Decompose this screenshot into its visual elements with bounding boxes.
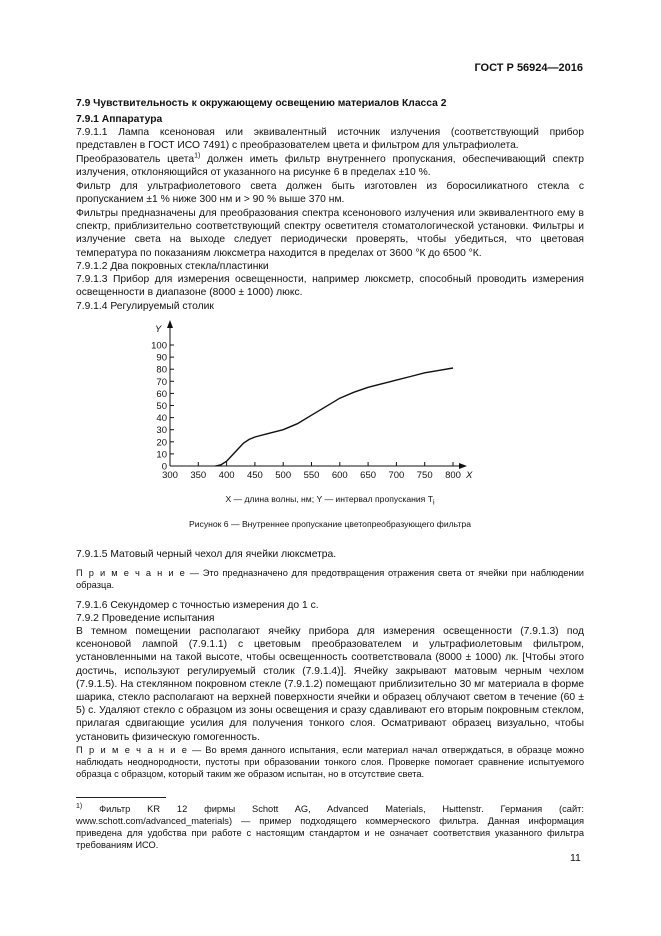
paragraph-7-9-1-5: 7.9.1.5 Матовый черный чехол для ячейки люксметра. bbox=[76, 549, 337, 560]
y-tick-label: 0 bbox=[161, 461, 167, 473]
paragraph-7-9-1-6: 7.9.1.6 Секундомер с точностью измерения до 1 с. bbox=[76, 600, 319, 611]
y-tick-label: 90 bbox=[156, 352, 167, 364]
chart-ticks bbox=[151, 341, 461, 482]
x-tick-label: 400 bbox=[218, 470, 235, 481]
y-tick-label: 20 bbox=[156, 437, 167, 449]
x-tick-label: 450 bbox=[246, 470, 263, 481]
figure-legend-text: X — длина волны, нм; Y — интервал пропускания T bbox=[225, 494, 433, 504]
note-text: — Это предназначено для предотвращения отражения света от ячейки при наблюдении образца. bbox=[76, 568, 584, 590]
y-axis-arrow bbox=[167, 320, 173, 328]
x-tick-label: 750 bbox=[416, 470, 433, 481]
x-tick-label: 700 bbox=[388, 470, 405, 481]
y-tick-label: 60 bbox=[156, 388, 167, 400]
y-tick-label: 40 bbox=[156, 413, 167, 425]
footnote-text: Фильтр KR 12 фирмы Schott AG, Advanced Materials, Hыttenstr. Германия (сайт: www.schott.com/advanced_materials) — пример подходящего коммерческого фильтра. Данная информация приведена для удобства при работе с настоящим стандартом и не означает соответствия указанного фильтра требованиям ИСО. bbox=[76, 804, 584, 850]
transmission-curve bbox=[215, 368, 453, 466]
note-label: П р и м е ч а н и е bbox=[76, 745, 189, 755]
footnote bbox=[76, 803, 584, 851]
paragraph-color-converter bbox=[76, 153, 584, 179]
paragraph-7-9-1-3: 7.9.1.3 Прибор для измерения освещенности, например люксметр, способный проводить измерения освещенности в диапазоне (8000 ± 1000) люкс. bbox=[76, 274, 584, 299]
y-tick-label: 70 bbox=[156, 376, 167, 388]
footnote-mark: 1) bbox=[76, 802, 83, 810]
paragraph-7-9-1-2: 7.9.1.2 Два покровных стекла/пластинки bbox=[76, 261, 269, 272]
y-axis-label: Y bbox=[155, 324, 162, 335]
y-tick-label: 30 bbox=[156, 425, 167, 437]
y-tick-label: 100 bbox=[151, 340, 167, 352]
x-tick-label: 550 bbox=[303, 470, 320, 481]
x-axis-arrow bbox=[459, 463, 467, 469]
x-tick-label: 500 bbox=[275, 470, 292, 481]
x-tick-label: 600 bbox=[331, 470, 348, 481]
paragraph-text: Преобразователь цвета bbox=[76, 154, 195, 165]
footnote-separator bbox=[76, 797, 166, 798]
x-axis-label: X bbox=[466, 470, 473, 481]
paragraph-text: должен иметь фильтр внутреннего пропускания, обеспечивающий спектр излучения, отклоняющийся от указанного на рисунке 6 в пределах ±10 %. bbox=[76, 154, 584, 179]
x-tick-label: 350 bbox=[190, 470, 207, 481]
chart-axes bbox=[155, 320, 473, 481]
x-tick-label: 300 bbox=[162, 470, 178, 481]
footnote-ref: 1) bbox=[194, 152, 201, 160]
subsection-title: 7.9.1 Аппаратура bbox=[76, 114, 163, 125]
page-number: 11 bbox=[570, 852, 581, 864]
paragraph-7-9-2: 7.9.2 Проведение испытания bbox=[76, 613, 215, 624]
y-tick-label: 80 bbox=[156, 364, 167, 376]
paragraph-uv-filter: Фильтр для ультрафиолетового света должен быть изготовлен из боросиликатного стекла с пропусканием ±1 % ниже 300 нм и > 90 % выше 370 нм. bbox=[76, 181, 584, 206]
figure-caption: Рисунок 6 — Внутреннее пропускание цветопреобразующего фильтра bbox=[189, 519, 471, 529]
section-title: 7.9 Чувствительность к окружающему освещению материалов Класса 2 bbox=[76, 98, 447, 109]
y-tick-label: 50 bbox=[156, 401, 167, 412]
paragraph-7-9-1-1: 7.9.1.1 Лампа ксеноновая или эквивалентный источник излучения (соответствующий прибор представлен в ГОСТ ИСО 7491) с преобразователем цвета и фильтром для ультрафиолета. bbox=[76, 127, 584, 152]
figure-legend bbox=[150, 493, 510, 510]
paragraph-procedure: В темном помещении располагают ячейку прибора для измерения освещенности (7.9.1.3) под ксеноновой лампой (7.9.1.1) с цветовым преобразователем и ультрафиолетовым фильтром, установленными на такой высоте, чтобы освещенность соответствовала (8000 ± 1000) лк. [Чтобы этого достичь, используют регулируемый столик (7.9.1.4)]. Ячейку закрывают матовым черным чехлом (7.9.1.5). На стеклянном покровном стекле (7.9.1.2) помещают приблизительно 30 мг материала в форме шарика, стекло располагают на верхней поверхности ячейки и образец облучают светом в течение (60 ± 5) с. Удаляют стекло с образцом из зоны освещения и сразу сдавливают его вторым покровным стеклом, прилагая сдвигающие усилия для получения тонкого слоя. Осматривают образец визуально, чтобы установить физическую гомогенность. bbox=[76, 626, 584, 743]
figure-legend-sub: i bbox=[432, 498, 435, 507]
paragraph-7-9-1-4: 7.9.1.4 Регулируемый столик bbox=[76, 301, 214, 312]
y-tick-label: 10 bbox=[156, 449, 167, 461]
transmission-chart bbox=[150, 318, 510, 490]
note-text: — Во время данного испытания, если материал начал отверждаться, в образце можно наблюдать неоднородности, пустоты при образовании тонкого слоя. Проверке помогает сравнение испытуемого образца с образцом, который таким же образом испытан, но в отсутствие света. bbox=[76, 745, 584, 779]
document-header: ГОСТ Р 56924—2016 bbox=[474, 62, 583, 74]
paragraph-filters: Фильтры предназначены для преобразования спектра ксенонового излучения или эквивалентного ему в спектр, приблизительно соответствующий спектру осветителя стоматологической установки. Фильтры и излучение света на выходе следует периодически проверять, чтобы убедиться, что цветовая температура по показаниям люксметра находится в пределах от 3600 °К до 6500 °К. bbox=[76, 208, 584, 259]
note-1 bbox=[76, 567, 584, 591]
x-tick-label: 650 bbox=[360, 470, 377, 481]
x-tick-label: 800 bbox=[445, 470, 461, 481]
note-2 bbox=[76, 744, 584, 780]
note-label: П р и м е ч а н и е bbox=[76, 568, 187, 578]
